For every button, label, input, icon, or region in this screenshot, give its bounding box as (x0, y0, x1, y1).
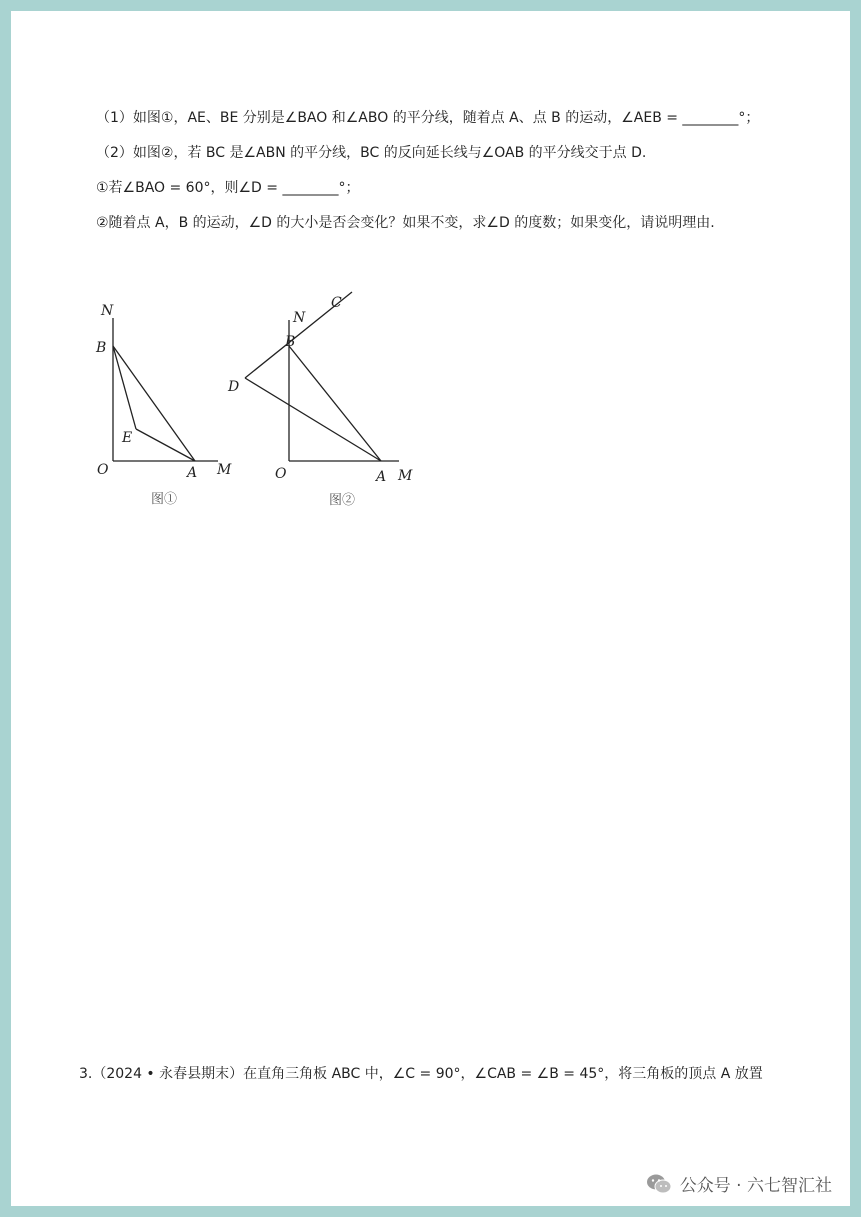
fig1-label-E: E (122, 430, 133, 446)
fig2-label-C: C (331, 295, 342, 311)
fig2-label-O: O (275, 466, 287, 482)
fig1-label-A: A (187, 465, 198, 481)
fig2-label-D: D (228, 379, 240, 395)
fig2-caption: 图② (329, 493, 356, 508)
fig2-segment-BA (289, 346, 381, 461)
problem2-sub2: ②随着点 A，B 的运动，∠D 的大小是否会变化？如果不变，求∠D 的度数；如果变化，请说明理由. (96, 215, 715, 231)
fig2-label-B: B (285, 334, 296, 350)
fig2-segment-DA (245, 378, 381, 461)
fig1-segment-BE (113, 346, 136, 429)
wechat-icon (646, 1173, 672, 1195)
footer-watermark (646, 1171, 832, 1196)
fig1-label-B: B (96, 340, 107, 356)
fig2-label-A: A (376, 469, 387, 485)
problem3-text: 3.（2024 • 永春县期末）在直角三角板 ABC 中，∠C = 90°，∠CAB = ∠B = 45°，将三角板的顶点 A 放置 (79, 1066, 763, 1082)
fig1-label-N: N (101, 303, 114, 319)
fig1-caption: 图① (151, 492, 178, 507)
fig1-label-M: M (217, 462, 232, 478)
figure-2 (221, 276, 436, 511)
fig2-label-M: M (398, 468, 413, 484)
fig2-label-N: N (293, 310, 306, 326)
document-page (11, 11, 850, 1206)
problem2-part2: （2）如图②，若 BC 是∠ABN 的平分线，BC 的反向延长线与∠OAB 的平分线交于点 D. (96, 145, 647, 161)
fig1-label-O: O (97, 462, 109, 478)
footer-text: 公众号 · 六七智汇社 (679, 1176, 832, 1196)
problem2-part1: （1）如图①，AE、BE 分别是∠BAO 和∠ABO 的平分线，随着点 A、点 B 的运动，∠AEB = ________°； (96, 110, 760, 126)
fig1-segment-EA (136, 429, 195, 461)
problem2-sub1: ①若∠BAO = 60°，则∠D = ________°； (96, 180, 360, 196)
